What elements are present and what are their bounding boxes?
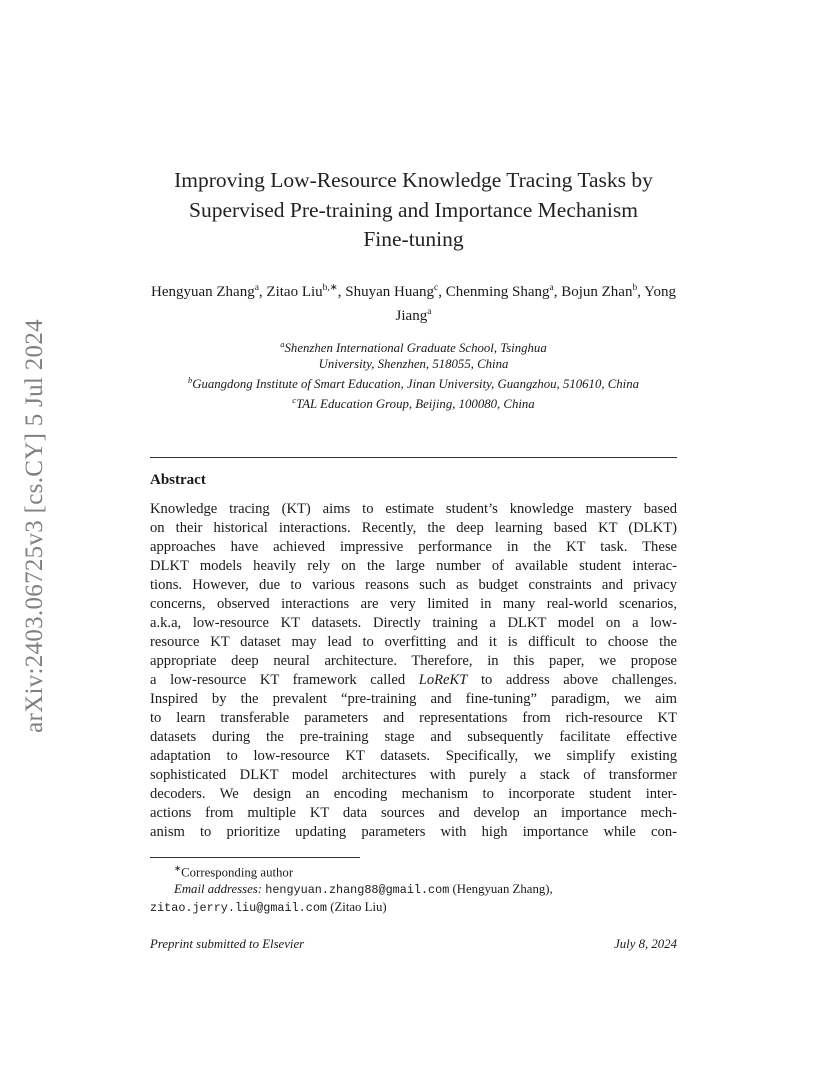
footnotes: [150, 860, 677, 917]
affiliation-mark: a: [280, 338, 285, 349]
preprint-venue: Preprint submitted to Elsevier: [150, 937, 305, 951]
abstract-line: actions from multiple KT data sources and develop an importance mech-: [150, 805, 677, 822]
abstract-line: to learn transferable parameters and representations from rich-resource KT: [150, 710, 677, 727]
abstract-line: adaptation to low-resource KT datasets. Specifically, we simplify existing: [150, 748, 677, 765]
abstract-line: a.k.a, low-resource KT datasets. Directly training a DLKT model on a low-: [150, 614, 677, 631]
framework-name: LoReKT: [418, 671, 468, 688]
email-label: Email addresses:: [174, 882, 263, 897]
author-affiliation-mark: a: [549, 282, 554, 293]
author-affiliation-mark: a: [254, 282, 259, 293]
author-affiliation-mark: b,∗: [322, 282, 338, 293]
preprint-date: July 8, 2024: [614, 937, 677, 951]
footnote-divider: [150, 857, 360, 858]
author-affiliation-mark: c: [434, 282, 439, 293]
abstract-line: tions. However, due to various reasons such as budget constraints and privacy: [150, 576, 677, 593]
email-link[interactable]: zitao.jerry.liu@gmail.com: [150, 901, 327, 916]
abstract-line: sophisticated DLKT model architectures with purely a stack of transformer: [150, 767, 677, 784]
abstract-line: datasets during the pre-training stage and subsequently facilitate effective: [150, 729, 677, 746]
abstract-line: Knowledge tracing (KT) aims to estimate student’s knowledge mastery based: [150, 500, 677, 517]
abstract-line: appropriate deep neural architecture. Therefore, in this paper, we propose: [150, 652, 677, 669]
author-name: Zitao Liu: [266, 283, 323, 300]
arxiv-side-stamp: [0, 0, 60, 1072]
title-line-2: Supervised Pre-training and Importance Mechanism: [189, 197, 638, 222]
abstract-body: [150, 500, 677, 843]
author-list: Hengyuan Zhang$^a$, Zitao Liu$^{b,∗}$, Shuyan Huang$^c$, Chenming Shang$^a$, Bojun Zhan$^b$, Yong Jiang$^a$: [150, 282, 676, 324]
email-note-continued: [150, 899, 677, 917]
corresponding-author-note: [150, 860, 677, 881]
arxiv-identifier: arXiv:2403.06725v3 [cs.CY] 5 Jul 2024: [21, 319, 48, 733]
affiliation-text: Shenzhen International Graduate School, Tsinghua: [284, 340, 547, 355]
abstract-line: concerns, observed interactions are very limited in many real-world scenarios,: [150, 595, 677, 612]
abstract-line: anism to prioritize updating parameters with high importance while con-: [150, 824, 677, 841]
author-name: Chenming Shang: [445, 283, 550, 300]
affiliation-item: [150, 336, 677, 372]
email-owner: (Zitao Liu): [330, 900, 387, 915]
abstract-line: Inspired by the prevalent “pre-training and fine-tuning” paradigm, we aim: [150, 690, 677, 707]
abstract-line: on their historical interactions. Recently, the deep learning based KT (DLKT): [150, 519, 677, 536]
abstract-line: DLKT models heavily rely on the large number of available student interac-: [150, 557, 677, 574]
affiliation-text: TAL Education Group, Beijing, 100080, China: [296, 396, 535, 411]
author-name: Bojun Zhan: [561, 283, 633, 300]
author-name: Hengyuan Zhang: [150, 283, 255, 300]
affiliation-item: [150, 372, 677, 392]
footnote-mark: ∗: [174, 863, 182, 873]
affiliation-mark: c: [292, 394, 297, 405]
email-owner: (Hengyuan Zhang),: [452, 882, 553, 897]
abstract-line: decoders. We design an encoding mechanism to incorporate student inter-: [150, 786, 677, 803]
author-affiliation-mark: b: [632, 282, 638, 293]
corresponding-author-text: Corresponding author: [181, 865, 294, 880]
abstract-heading: Abstract: [150, 471, 206, 488]
author-affiliation-mark: a: [427, 307, 432, 317]
affiliation-list: [150, 336, 677, 412]
email-note: [150, 881, 677, 899]
author-name: Shuyan Huang: [345, 283, 435, 300]
affiliation-mark: b: [187, 374, 193, 385]
email-link[interactable]: hengyuan.zhang88@gmail.com: [265, 883, 450, 898]
paper-title: [150, 166, 677, 255]
abstract-divider: [150, 457, 677, 458]
paper-first-page: [150, 160, 677, 842]
title-line-3: Fine-tuning: [363, 227, 464, 251]
affiliation-item: [150, 392, 677, 412]
affiliation-text: University, Shenzhen, 518055, China: [318, 356, 509, 371]
author-name: Yong Jiang: [395, 283, 676, 324]
abstract-line: approaches have achieved impressive performance in the KT task. These: [150, 538, 677, 555]
abstract-line: resource KT dataset may lead to overfitting and it is difficult to choose the: [150, 633, 677, 650]
affiliation-text: Guangdong Institute of Smart Education, Jinan University, Guangzhou, 510610, China: [192, 376, 640, 391]
title-line-1: Improving Low-Resource Knowledge Tracing Tasks by: [174, 168, 653, 192]
abstract-line: a low-resource KT framework called LoReKT to address above challenges.: [150, 671, 677, 688]
